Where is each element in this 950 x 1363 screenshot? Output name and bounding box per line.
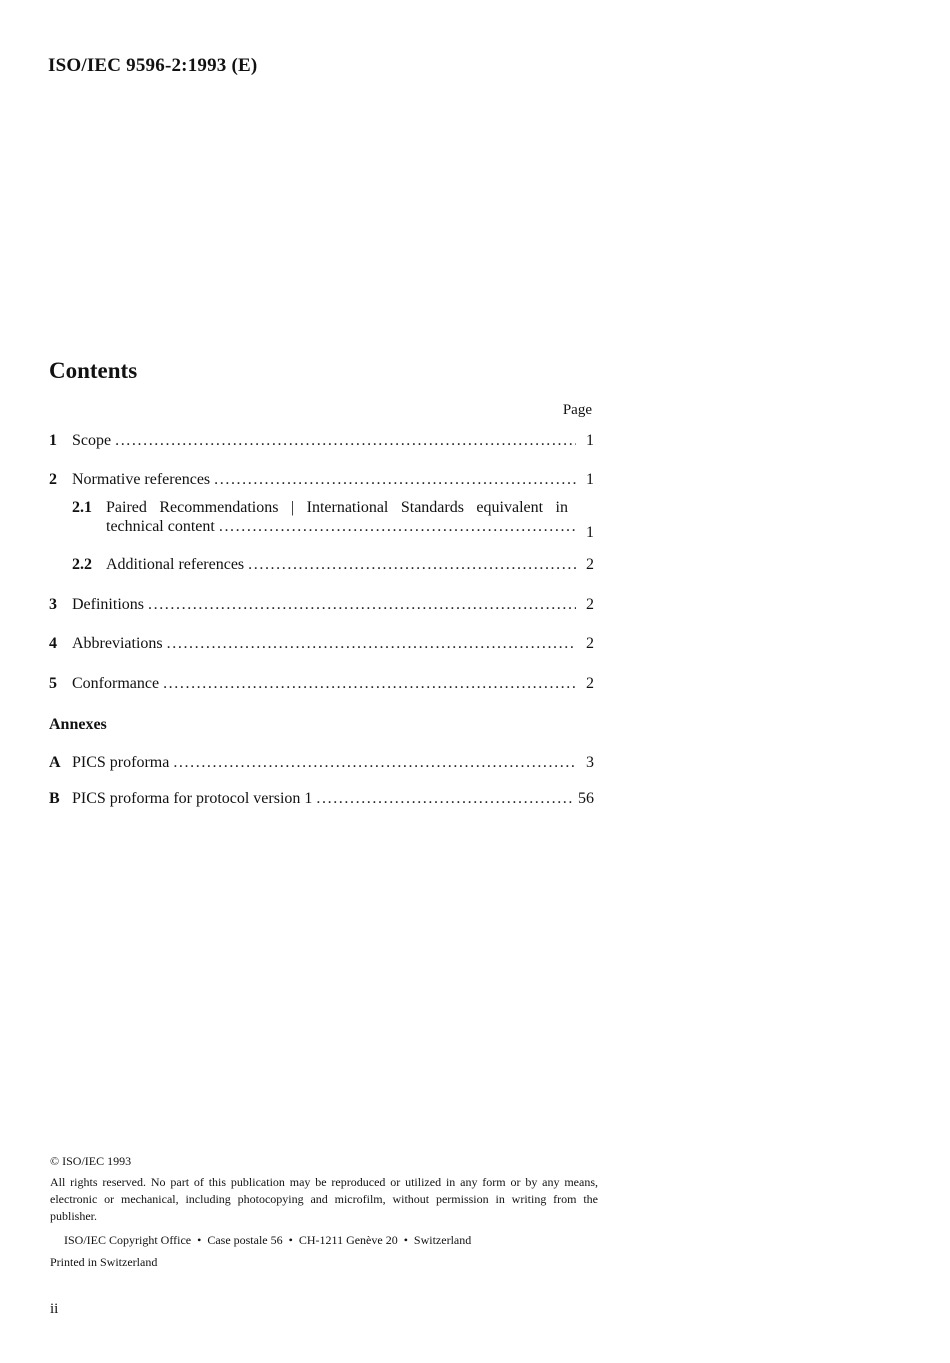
toc-entry-page: 3 xyxy=(586,754,594,771)
bullet-separator: • xyxy=(288,1233,293,1247)
toc-entry-page: 2 xyxy=(586,556,594,573)
dot-leader xyxy=(115,432,576,450)
toc-entry-additional-references[interactable] xyxy=(72,556,594,574)
page-column-label: Page xyxy=(562,402,592,418)
dot-leader xyxy=(173,754,576,772)
address-country: Switzerland xyxy=(413,1233,472,1247)
toc-entry-annex-a[interactable] xyxy=(49,754,594,772)
toc-entry-title: Additional references xyxy=(106,556,245,573)
toc-entry-number: 5 xyxy=(49,675,57,692)
toc-entry-title: Scope xyxy=(72,432,112,449)
address-office: ISO/IEC Copyright Office xyxy=(64,1233,192,1247)
toc-entry-title: Abbreviations xyxy=(72,635,163,652)
toc-entry-conformance[interactable] xyxy=(49,675,594,693)
toc-entry-page: 1 xyxy=(586,524,594,541)
bullet-separator: • xyxy=(197,1233,202,1247)
dot-leader xyxy=(163,675,576,693)
contents-heading: Contents xyxy=(49,358,138,383)
toc-entry-number: 4 xyxy=(49,635,57,652)
toc-entry-title: Definitions xyxy=(72,596,144,613)
copyright-office-address xyxy=(64,1232,598,1249)
toc-entry-page: 56 xyxy=(578,790,594,807)
toc-entry-title: Normative references xyxy=(72,471,211,488)
toc-entry-scope[interactable] xyxy=(49,432,594,450)
rights-statement: All rights reserved. No part of this publication may be reproduced or utilized in any form or by any means, electronic or mechanical, including photocopying and microfilm, without permission in writing from the publisher. xyxy=(50,1175,598,1223)
toc-entry-title: Conformance xyxy=(72,675,160,692)
copyright-notice: © ISO/IEC 1993 xyxy=(50,1154,132,1168)
toc-entry-title: PICS proforma xyxy=(72,754,170,771)
toc-entry-page: 2 xyxy=(586,635,594,652)
toc-entry-title: PICS proforma for protocol version 1 xyxy=(72,790,313,807)
annexes-heading: Annexes xyxy=(49,716,107,733)
dot-leader xyxy=(167,635,576,653)
printed-in-note: Printed in Switzerland xyxy=(50,1255,158,1269)
toc-entry-number: 2.1 xyxy=(72,499,92,516)
toc-entry-normative-references[interactable] xyxy=(49,471,594,489)
copyright-block xyxy=(50,1153,598,1271)
bullet-separator: • xyxy=(403,1233,408,1247)
toc-entry-number: 2 xyxy=(49,471,57,488)
dot-leader xyxy=(248,556,576,574)
dot-leader xyxy=(316,790,572,808)
toc-entry-annex-b[interactable] xyxy=(49,790,594,808)
address-city: CH-1211 Genève 20 xyxy=(298,1233,398,1247)
page-number: ii xyxy=(50,1301,59,1317)
dot-leader xyxy=(148,596,576,614)
dot-leader xyxy=(219,518,576,536)
toc-entry-paired-recommendations[interactable] xyxy=(72,499,594,541)
address-postbox: Case postale 56 xyxy=(207,1233,283,1247)
toc-entry-title-line2: technical content xyxy=(106,518,215,535)
document-id: ISO/IEC 9596-2:1993 (E) xyxy=(48,55,258,76)
toc-entry-number: B xyxy=(49,790,60,807)
toc-entry-title-line1: Paired Recommendations | International Standards equivalent in xyxy=(106,499,568,516)
toc-entry-number: A xyxy=(49,754,61,771)
toc-entry-number: 1 xyxy=(49,432,57,449)
dot-leader xyxy=(214,471,576,489)
toc-entry-page: 1 xyxy=(586,432,594,449)
toc-entry-abbreviations[interactable] xyxy=(49,635,594,653)
toc-entry-number: 3 xyxy=(49,596,57,613)
toc-entry-definitions[interactable] xyxy=(49,596,594,614)
toc-entry-page: 2 xyxy=(586,596,594,613)
toc-entry-number: 2.2 xyxy=(72,556,92,573)
toc-entry-page: 2 xyxy=(586,675,594,692)
toc-entry-page: 1 xyxy=(586,471,594,488)
